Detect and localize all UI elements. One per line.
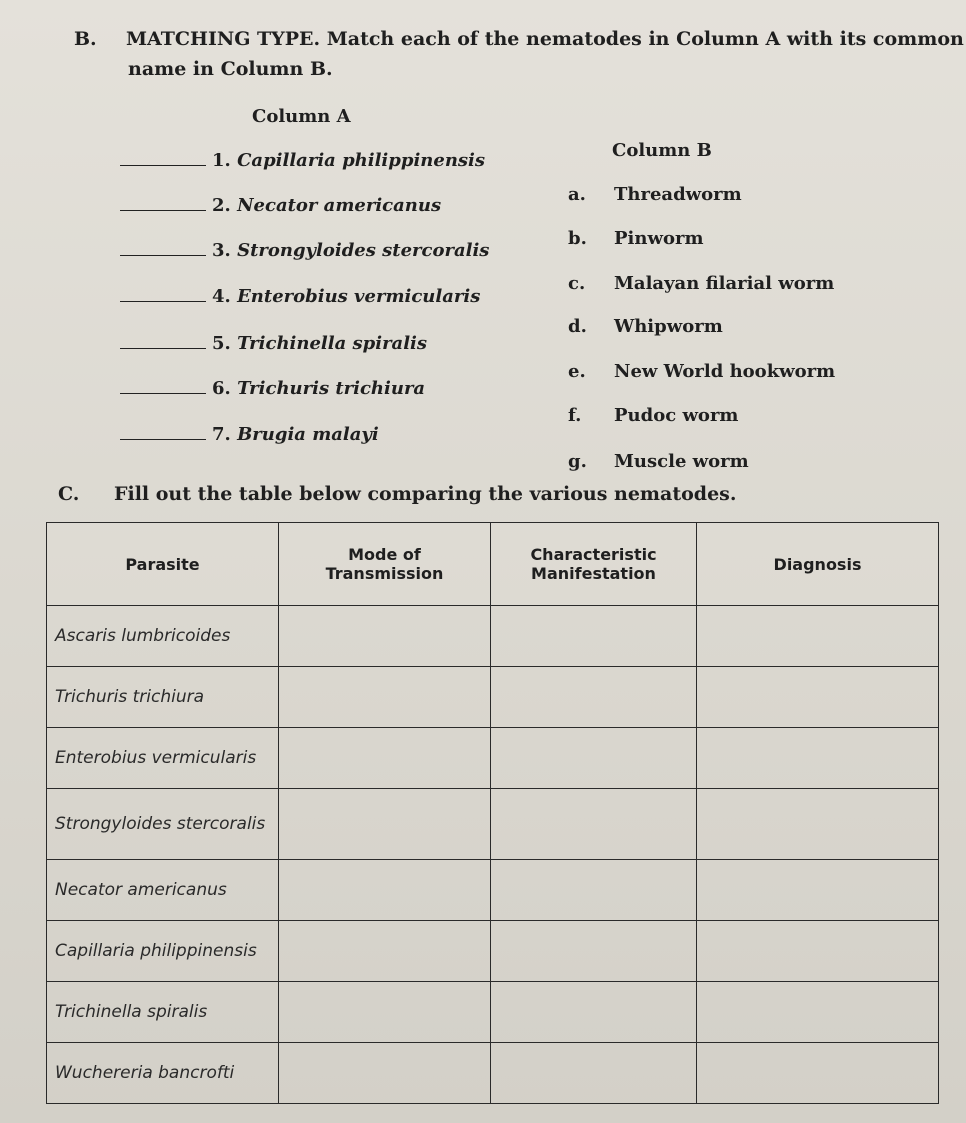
transmission-cell[interactable]: [279, 1043, 491, 1104]
section-b-label: B.: [74, 28, 97, 50]
table-row: [47, 1043, 939, 1104]
diagnosis-cell[interactable]: [697, 789, 939, 860]
column-b-item: e. New World hookworm: [568, 361, 836, 382]
header-diagnosis: Diagnosis: [697, 523, 939, 606]
column-b-item: b. Pinworm: [568, 228, 704, 249]
manifestation-cell[interactable]: [491, 921, 697, 982]
manifestation-cell[interactable]: [491, 982, 697, 1043]
manifestation-cell[interactable]: [491, 789, 697, 860]
section-b-instruction-cont: name in Column B.: [128, 58, 333, 80]
header-parasite: Parasite: [47, 523, 279, 606]
column-a-item: 7. Brugia malayi: [120, 424, 379, 445]
column-a-item: 3. Strongyloides stercoralis: [120, 240, 489, 261]
table-row: [47, 921, 939, 982]
parasite-cell: Necator americanus: [47, 860, 279, 921]
answer-blank[interactable]: [120, 165, 206, 166]
column-a-item: 6. Trichuris trichiura: [120, 378, 425, 399]
answer-blank[interactable]: [120, 255, 206, 256]
section-b-heading: [74, 28, 964, 50]
parasite-cell: Ascaris lumbricoides: [47, 606, 279, 667]
diagnosis-cell[interactable]: [697, 982, 939, 1043]
table-row: [47, 728, 939, 789]
manifestation-cell[interactable]: [491, 667, 697, 728]
column-b-item: c. Malayan filarial worm: [568, 273, 835, 294]
diagnosis-cell[interactable]: [697, 728, 939, 789]
column-a-item: 2. Necator americanus: [120, 195, 441, 216]
table-row: [47, 860, 939, 921]
transmission-cell[interactable]: [279, 606, 491, 667]
column-b-title: Column B: [612, 140, 712, 161]
manifestation-cell[interactable]: [491, 606, 697, 667]
diagnosis-cell[interactable]: [697, 921, 939, 982]
section-c-heading: [58, 483, 736, 505]
parasite-cell: Trichuris trichiura: [47, 667, 279, 728]
manifestation-cell[interactable]: [491, 1043, 697, 1104]
column-b-item: g. Muscle worm: [568, 451, 749, 472]
answer-blank[interactable]: [120, 393, 206, 394]
column-b-item: a. Threadworm: [568, 184, 742, 205]
column-b-item: f. Pudoc worm: [568, 405, 739, 426]
diagnosis-cell[interactable]: [697, 606, 939, 667]
transmission-cell[interactable]: [279, 921, 491, 982]
table-header-row: [47, 523, 939, 606]
section-c-label: C.: [58, 483, 80, 505]
section-c-instruction: Fill out the table below comparing the various nematodes.: [114, 483, 737, 505]
table-row: [47, 667, 939, 728]
transmission-cell[interactable]: [279, 860, 491, 921]
table-row: [47, 606, 939, 667]
answer-blank[interactable]: [120, 210, 206, 211]
diagnosis-cell[interactable]: [697, 1043, 939, 1104]
parasite-cell: Wuchereria bancrofti: [47, 1043, 279, 1104]
column-a-title: Column A: [252, 106, 351, 127]
comparison-table: [46, 522, 939, 1104]
column-b-item: d. Whipworm: [568, 316, 723, 337]
parasite-cell: Enterobius vermicularis: [47, 728, 279, 789]
parasite-cell: Strongyloides stercoralis: [47, 789, 279, 860]
answer-blank[interactable]: [120, 348, 206, 349]
header-characteristic-manifestation: Characteristic Manifestation: [491, 523, 697, 606]
section-b-instruction: MATCHING TYPE. Match each of the nematodes in Column A with its common: [126, 28, 964, 50]
header-mode-of-transmission: Mode of Transmission: [279, 523, 491, 606]
answer-blank[interactable]: [120, 439, 206, 440]
column-a-item: 4. Enterobius vermicularis: [120, 286, 480, 307]
table-row: [47, 789, 939, 860]
diagnosis-cell[interactable]: [697, 667, 939, 728]
answer-blank[interactable]: [120, 301, 206, 302]
table-row: [47, 982, 939, 1043]
transmission-cell[interactable]: [279, 982, 491, 1043]
column-a-item: 5. Trichinella spiralis: [120, 333, 427, 354]
transmission-cell[interactable]: [279, 789, 491, 860]
transmission-cell[interactable]: [279, 667, 491, 728]
parasite-cell: Capillaria philippinensis: [47, 921, 279, 982]
parasite-cell: Trichinella spiralis: [47, 982, 279, 1043]
diagnosis-cell[interactable]: [697, 860, 939, 921]
transmission-cell[interactable]: [279, 728, 491, 789]
manifestation-cell[interactable]: [491, 860, 697, 921]
manifestation-cell[interactable]: [491, 728, 697, 789]
column-a-item: 1. Capillaria philippinensis: [120, 150, 485, 171]
